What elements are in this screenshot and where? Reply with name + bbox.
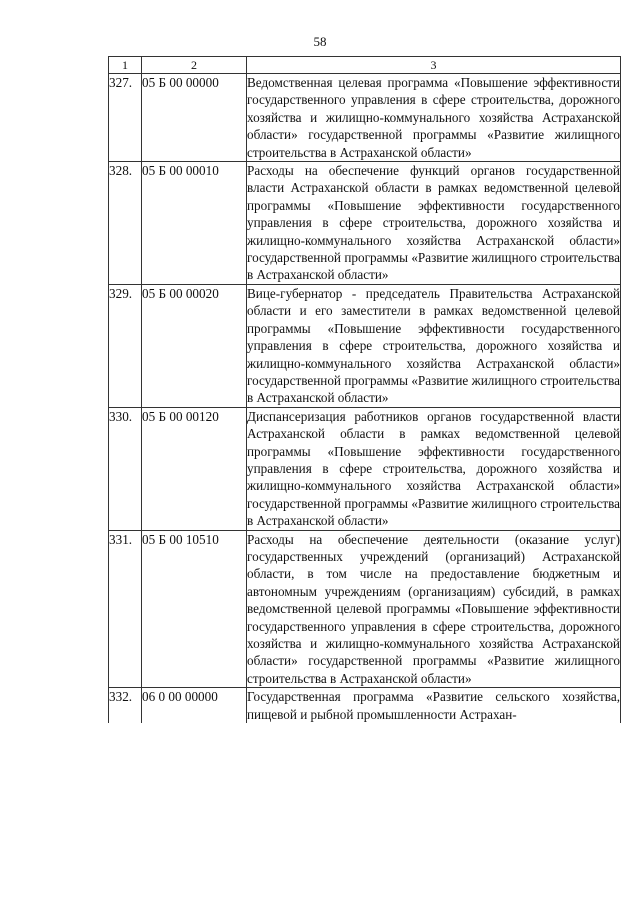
row-description: Расходы на обеспечение функций органов государственной власти Астраханской области в рамках ведомственной целевой программы «Повышение эффективности государственного управления в сфере строительства, дорожного хозяйства и жилищно-коммунального хозяйства Астраханской области» государственной программы «Развитие жилищного строительства в Астраханской области» [247, 163, 620, 283]
budget-code: 06 0 00 00000 [142, 688, 247, 723]
column-header-2: 2 [142, 57, 247, 74]
table-row [109, 284, 621, 407]
column-header-3: 3 [247, 57, 621, 74]
row-description: Расходы на обеспечение деятельности (оказание услуг) государственных учреждений (организаций) Астраханской области, в том числе на предоставление бюджетным и автономным учреждениям (организациям) субсидий, в рамках ведомственной целевой программы «Повышение эффективности государственного управления в сфере строительства, дорожного хозяйства и жилищно-коммунального хозяйства Астраханской области» государственной программы «Развитие жилищного строительства в Астраханской области» [247, 531, 620, 686]
row-description: Вице-губернатор - председатель Правительства Астраханской области и его заместители в рамках ведомственной целевой программы «Повышение эффективности государственного управления в сфере строительства, дорожного хозяйства и жилищно-коммунального хозяйства Астраханской области» государственной программы «Развитие жилищного строительства в Астраханской области» [247, 285, 620, 406]
row-description: Ведомственная целевая программа «Повышение эффективности государственного управления в сфере строительства, дорожного хозяйства и жилищно-коммунального хозяйства Астраханской области» государственной программы «Развитие жилищного строительства в Астраханской области» [247, 75, 620, 160]
row-number: 329. [109, 284, 142, 407]
table-row [109, 162, 621, 285]
table-row [109, 688, 621, 723]
row-number: 328. [109, 162, 142, 285]
row-number: 332. [109, 688, 142, 723]
column-header-1: 1 [109, 57, 142, 74]
row-number: 331. [109, 530, 142, 688]
row-number: 327. [109, 74, 142, 162]
budget-code: 05 Б 00 00020 [142, 284, 247, 407]
classification-table [108, 56, 621, 723]
budget-code: 05 Б 00 00010 [142, 162, 247, 285]
table-row [109, 74, 621, 162]
budget-code: 05 Б 00 10510 [142, 530, 247, 688]
table-header-row [109, 57, 621, 74]
budget-code: 05 Б 00 00120 [142, 407, 247, 530]
row-description: Диспансеризация работников органов государственной власти Астраханской области в рамках ведомственной целевой программы «Повышение эффективности государственного управления в сфере строительства, дорожного хозяйства и жилищно-коммунального хозяйства Астраханской области» государственной программы «Развитие жилищного строительства в Астраханской области» [247, 408, 620, 529]
budget-code: 05 Б 00 00000 [142, 74, 247, 162]
table-row [109, 407, 621, 530]
row-number: 330. [109, 407, 142, 530]
row-description: Государственная программа «Развитие сельского хозяйства, пищевой и рыбной промышленности Астрахан- [247, 689, 620, 722]
table-row [109, 530, 621, 688]
page-number: 58 [313, 34, 327, 49]
